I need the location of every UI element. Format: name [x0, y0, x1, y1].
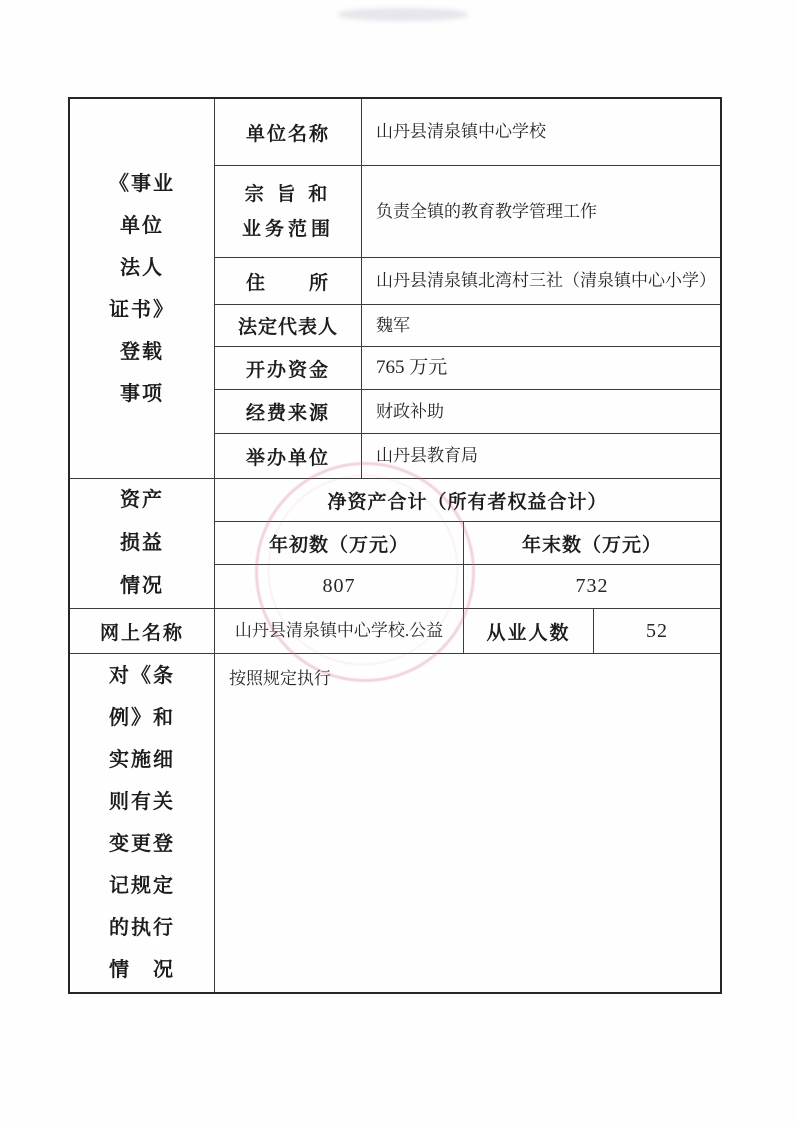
field-value-organizer: 山丹县教育局 [362, 434, 720, 479]
field-label-legal-representative: 法定代表人 [215, 305, 362, 347]
side-label-line: 变更登 [109, 833, 175, 855]
field-value-opening-funds: 765 万元 [362, 347, 720, 390]
side-label-line: 情况 [120, 575, 164, 597]
field-value-legal-representative: 魏军 [362, 305, 720, 347]
side-label-line: 记规定 [109, 875, 175, 897]
field-label-address: 住 所 [215, 258, 362, 305]
scan-smudge [338, 8, 468, 21]
online-name-value: 山丹县清泉镇中心学校.公益 [215, 609, 464, 654]
field-label-purpose-scope [215, 166, 362, 258]
side-label-line: 单位 [120, 214, 164, 237]
side-label-line: 登载 [120, 340, 164, 363]
field-label-line: 宗 旨 和 [244, 183, 332, 205]
field-label-organizer: 举办单位 [215, 434, 362, 479]
year-end-value: 732 [464, 565, 720, 609]
field-label-funding-source: 经费来源 [215, 390, 362, 434]
side-label-line: 证书》 [109, 298, 175, 321]
side-label-regulation-compliance [70, 654, 215, 992]
side-label-line: 的执行 [109, 917, 175, 939]
side-label-line: 资产 [120, 489, 164, 511]
registration-table [68, 97, 722, 994]
side-label-line: 《事业 [109, 172, 175, 195]
field-label-opening-funds: 开办资金 [215, 347, 362, 390]
side-label-certificate-items [70, 99, 215, 479]
side-label-assets-profit-loss [70, 479, 215, 609]
side-label-line: 实施细 [109, 749, 175, 771]
field-label-line: 业务范围 [241, 218, 334, 240]
staff-count-value: 52 [594, 609, 720, 654]
year-start-value: 807 [215, 565, 464, 609]
regulation-compliance-value: 按照规定执行 [229, 669, 331, 688]
online-name-label: 网上名称 [70, 609, 215, 654]
year-start-header: 年初数（万元） [215, 522, 464, 565]
side-label-line: 对《条 [109, 665, 175, 687]
field-value-purpose-scope: 负责全镇的教育教学管理工作 [362, 166, 720, 258]
net-assets-header: 净资产合计（所有者权益合计） [215, 479, 720, 522]
side-label-line: 例》和 [109, 707, 175, 729]
staff-count-label: 从业人数 [464, 609, 594, 654]
side-label-line: 则有关 [109, 791, 175, 813]
side-label-line: 损益 [120, 532, 164, 554]
side-label-line: 法人 [120, 256, 164, 279]
field-value-address: 山丹县清泉镇北湾村三社（清泉镇中心小学） [362, 258, 720, 305]
year-end-header: 年末数（万元） [464, 522, 720, 565]
field-label-unit-name: 单位名称 [215, 99, 362, 166]
field-value-unit-name: 山丹县清泉镇中心学校 [362, 99, 720, 166]
field-value-funding-source: 财政补助 [362, 390, 720, 434]
side-label-line: 事项 [120, 382, 164, 405]
side-label-line: 情 况 [109, 959, 175, 981]
